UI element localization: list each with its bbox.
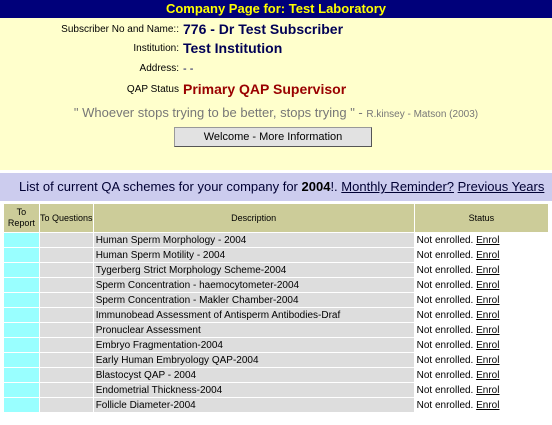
status-cell <box>415 233 548 247</box>
to-report-cell[interactable] <box>4 308 39 322</box>
table-header-row <box>4 204 548 232</box>
status-cell <box>415 248 548 262</box>
enrol-link[interactable]: Enrol <box>476 249 500 261</box>
status-text: Not enrolled. <box>416 324 474 336</box>
col-to-questions: To Questions <box>40 204 93 232</box>
qa-schemes-heading <box>19 173 544 201</box>
to-report-cell[interactable] <box>4 323 39 337</box>
status-cell <box>415 353 548 367</box>
previous-years-link[interactable]: Previous Years <box>457 179 545 194</box>
table-row <box>4 353 548 367</box>
to-report-cell[interactable] <box>4 338 39 352</box>
to-report-cell[interactable] <box>4 248 39 262</box>
status-cell <box>415 323 548 337</box>
status-cell <box>415 368 548 382</box>
table-row <box>4 398 548 412</box>
status-text: Not enrolled. <box>416 399 474 411</box>
to-questions-cell[interactable] <box>40 248 93 262</box>
to-report-cell[interactable] <box>4 278 39 292</box>
subscriber-row <box>0 21 552 41</box>
to-questions-cell[interactable] <box>40 278 93 292</box>
status-cell <box>415 293 548 307</box>
enrol-link[interactable]: Enrol <box>476 324 500 336</box>
enrol-link[interactable]: Enrol <box>476 354 500 366</box>
status-text: Not enrolled. <box>416 249 474 261</box>
table-row <box>4 368 548 382</box>
to-report-cell[interactable] <box>4 263 39 277</box>
to-report-cell[interactable] <box>4 353 39 367</box>
qa-schemes-table <box>3 203 549 413</box>
status-text: Not enrolled. <box>416 384 474 396</box>
to-questions-cell[interactable] <box>40 308 93 322</box>
enrol-link[interactable]: Enrol <box>476 384 500 396</box>
table-row <box>4 263 548 277</box>
to-questions-cell[interactable] <box>40 263 93 277</box>
quote-text: " Whoever stops trying to be better, stops trying " - <box>73 105 363 120</box>
status-text: Not enrolled. <box>416 279 474 291</box>
qap-status-value: Primary QAP Supervisor <box>183 81 347 97</box>
qa-schemes-bar <box>0 173 552 201</box>
description-cell: Human Sperm Motility - 2004 <box>94 248 414 262</box>
to-questions-cell[interactable] <box>40 398 93 412</box>
address-row <box>0 61 552 81</box>
description-cell: Tygerberg Strict Morphology Scheme-2004 <box>94 263 414 277</box>
to-report-cell[interactable] <box>4 368 39 382</box>
table-row <box>4 293 548 307</box>
quote-author: R.kinsey - Matson (2003) <box>366 109 479 120</box>
to-questions-cell[interactable] <box>40 353 93 367</box>
table-row <box>4 248 548 262</box>
table-row <box>4 323 548 337</box>
table-row <box>4 233 548 247</box>
status-text: Not enrolled. <box>416 234 474 246</box>
description-cell: Immunobead Assessment of Antisperm Antibodies-Draf <box>94 308 414 322</box>
enrol-link[interactable]: Enrol <box>476 234 500 246</box>
address-label: Address: <box>139 63 179 74</box>
enrol-link[interactable]: Enrol <box>476 399 500 411</box>
qap-status-label: QAP Status <box>126 84 179 95</box>
col-description: Description <box>94 204 414 232</box>
status-text: Not enrolled. <box>416 339 474 351</box>
welcome-more-info-button[interactable]: Welcome - More Information <box>174 127 372 147</box>
institution-row <box>0 40 552 60</box>
institution-value: Test Institution <box>183 40 283 56</box>
description-cell: Early Human Embryology QAP-2004 <box>94 353 414 367</box>
description-cell: Endometrial Thickness-2004 <box>94 383 414 397</box>
subscriber-value: 776 - Dr Test Subscriber <box>183 21 344 37</box>
page-title: Company Page for: Test Laboratory <box>0 0 552 18</box>
to-report-cell[interactable] <box>4 383 39 397</box>
enrol-link[interactable]: Enrol <box>476 279 500 291</box>
enrol-link[interactable]: Enrol <box>476 339 500 351</box>
description-cell: Embryo Fragmentation-2004 <box>94 338 414 352</box>
status-text: Not enrolled. <box>416 309 474 321</box>
to-report-cell[interactable] <box>4 293 39 307</box>
to-report-cell[interactable] <box>4 233 39 247</box>
address-value: - - <box>183 63 194 75</box>
table-row <box>4 338 548 352</box>
status-cell <box>415 308 548 322</box>
table-body <box>4 233 548 412</box>
status-cell <box>415 278 548 292</box>
motto-quote <box>0 105 552 120</box>
description-cell: Sperm Concentration - haemocytometer-2004 <box>94 278 414 292</box>
qa-schemes-prefix: List of current QA schemes for your company for <box>19 179 298 194</box>
to-questions-cell[interactable] <box>40 293 93 307</box>
qa-schemes-year: 2004 <box>301 179 331 194</box>
description-cell: Blastocyst QAP - 2004 <box>94 368 414 382</box>
status-text: Not enrolled. <box>416 294 474 306</box>
enrol-link[interactable]: Enrol <box>476 264 500 276</box>
col-status: Status <box>415 204 548 232</box>
status-text: Not enrolled. <box>416 369 474 381</box>
to-report-cell[interactable] <box>4 398 39 412</box>
table-row <box>4 383 548 397</box>
company-info-panel <box>0 18 552 170</box>
to-questions-cell[interactable] <box>40 368 93 382</box>
to-questions-cell[interactable] <box>40 383 93 397</box>
to-questions-cell[interactable] <box>40 338 93 352</box>
qa-schemes-suffix: !. <box>330 179 338 194</box>
description-cell: Follicle Diameter-2004 <box>94 398 414 412</box>
description-cell: Human Sperm Morphology - 2004 <box>94 233 414 247</box>
table-row <box>4 308 548 322</box>
description-cell: Pronuclear Assessment <box>94 323 414 337</box>
status-cell <box>415 383 548 397</box>
qap-status-row <box>0 81 552 101</box>
enrol-link[interactable]: Enrol <box>476 309 500 321</box>
enrol-link[interactable]: Enrol <box>476 294 500 306</box>
to-questions-cell[interactable] <box>40 233 93 247</box>
status-text: Not enrolled. <box>416 354 474 366</box>
subscriber-label: Subscriber No and Name:: <box>61 24 179 35</box>
institution-label: Institution: <box>133 43 179 54</box>
status-text: Not enrolled. <box>416 264 474 276</box>
col-to-report: To Report <box>4 204 39 232</box>
status-cell <box>415 398 548 412</box>
monthly-reminder-link[interactable]: Monthly Reminder? <box>341 179 455 194</box>
enrol-link[interactable]: Enrol <box>476 369 500 381</box>
description-cell: Sperm Concentration - Makler Chamber-2004 <box>94 293 414 307</box>
status-cell <box>415 263 548 277</box>
status-cell <box>415 338 548 352</box>
table-row <box>4 278 548 292</box>
to-questions-cell[interactable] <box>40 323 93 337</box>
